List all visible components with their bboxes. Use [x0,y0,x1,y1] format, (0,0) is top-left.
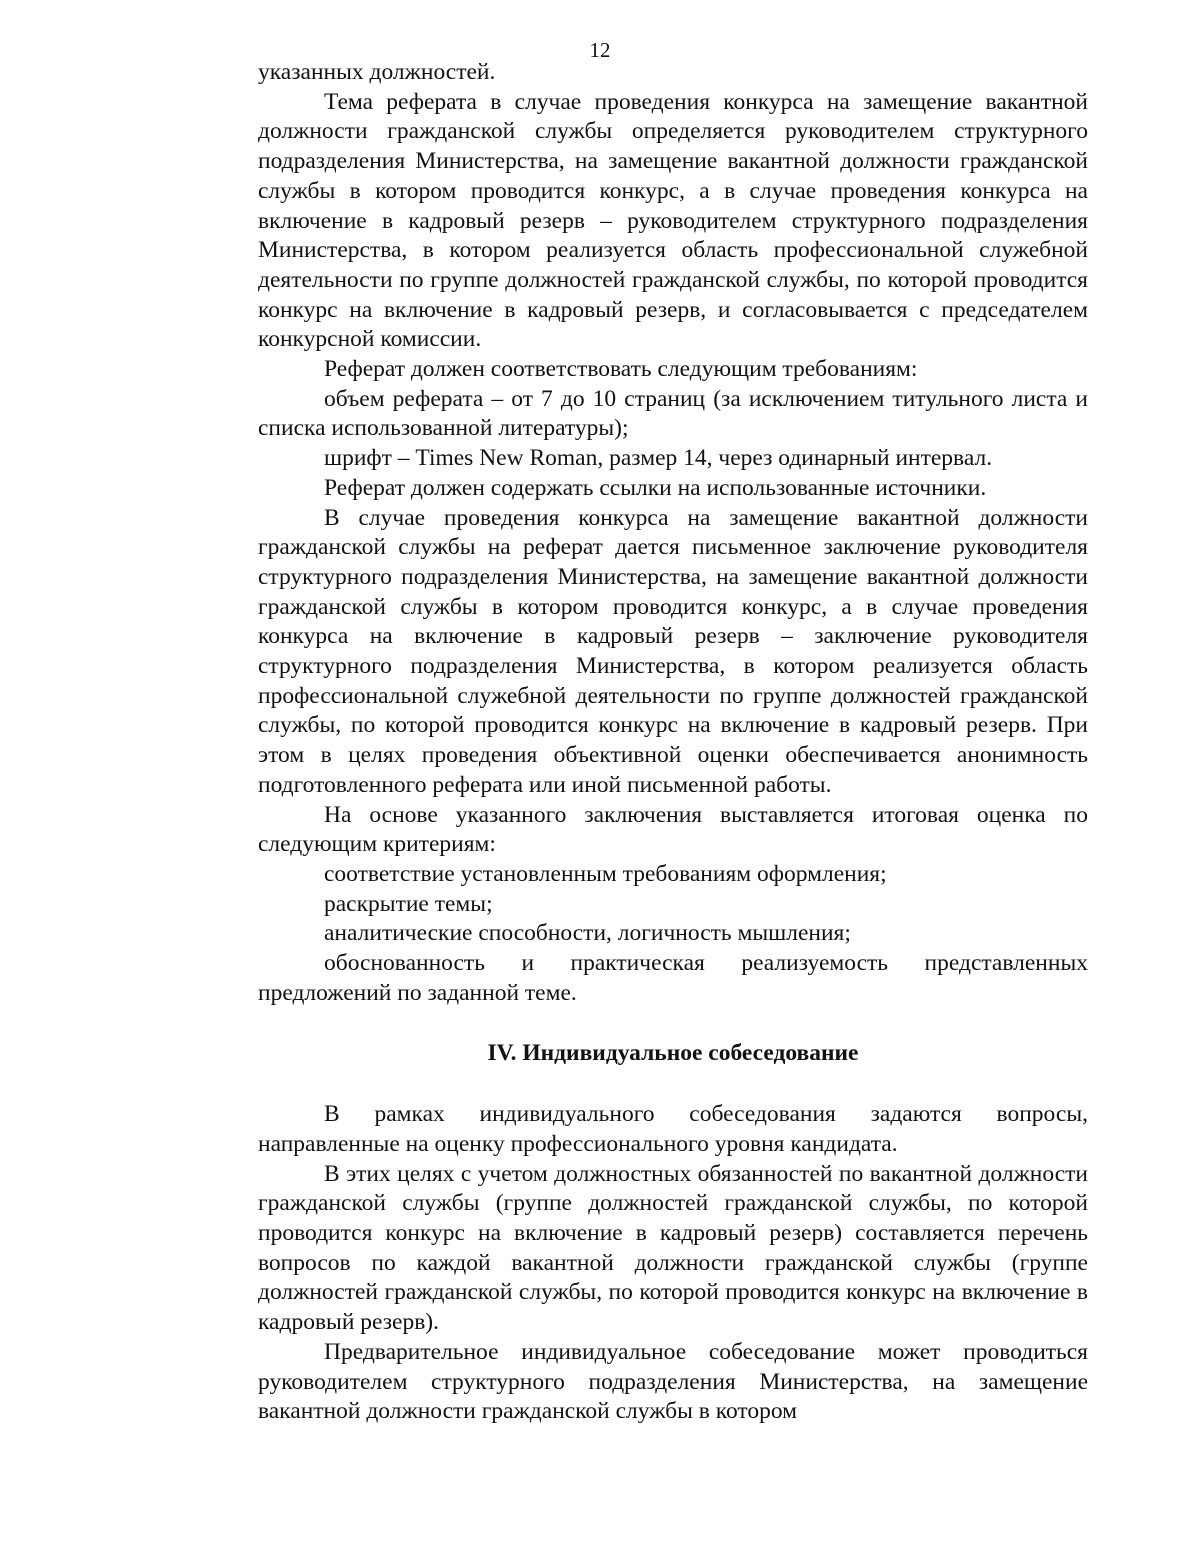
paragraph-requirements-intro: Реферат должен соответствовать следующим требованиям: [324,356,918,383]
paragraph-question-list: В этих целях с учетом должностных обязанностей по вакантной должности гражданской службы (группе должностей гражданской службы, по которой проводится конкурс на включение в кадровый резерв) составляется перечень вопросов по каждой вакантной должности гражданской службы (группе должностей гражданской службы, по которой проводится конкурс на включение в кадровый резерв). [258,1160,1088,1336]
page-number: 12 [589,38,611,62]
paragraph-written-conclusion: В случае проведения конкурса на замещение вакантной должности гражданской службы на реферат дается письменное заключение руководителя структурного подразделения Министерства, на замещение вакантной должности гражданской службы в котором проводится конкурс, а в случае проведения конкурса на включение в кадровый резерв – заключение руководителя структурного подразделения Министерства, в котором реализуется область профессиональной служебной деятельности по группе должностей гражданской службы, по которой проводится конкурс на включение в кадровый резерв. При этом в целях проведения объективной оценки обеспечивается анонимность подготовленного реферата или иной письменной работы. [258,504,1088,798]
paragraph-criteria-intro: На основе указанного заключения выставляется итоговая оценка по следующим критериям: [258,801,1088,858]
paragraph-criterion-formatting: соответствие установленным требованиям оформления; [324,860,887,887]
paragraph-requirement-font: шрифт – Times New Roman, размер 14, через одинарный интервал. [324,445,993,472]
paragraph-criterion-feasibility: обоснованность и практическая реализуемость представленных предложений по заданной теме. [258,950,1088,1006]
paragraph-criterion-topic: раскрытие темы; [324,890,493,917]
paragraph-continuation: указанных должностей. [258,59,496,85]
paragraph-requirement-references: Реферат должен содержать ссылки на использованные источники. [324,474,987,501]
section-heading: IV. Индивидуальное собеседование [487,1039,859,1066]
paragraph-interview-questions: В рамках индивидуального собеседования задаются вопросы, направленные на оценку профессионального уровня кандидата. [258,1101,1088,1157]
document-body [258,58,1088,1427]
paragraph-criterion-analytics: аналитические способности, логичность мышления; [324,920,851,947]
paragraph-preliminary-interview: Предварительное индивидуальное собеседование может проводиться руководителем структурного подразделения Министерства, на замещение вакантной должности гражданской службы в котором [258,1338,1088,1425]
paragraph-requirement-volume: объем реферата – от 7 до 10 страниц (за исключением титульного листа и списка использованной литературы); [258,385,1088,442]
paragraph-essay-topic: Тема реферата в случае проведения конкурса на замещение вакантной должности гражданской службы определяется руководителем структурного подразделения Министерства, на замещение вакантной должности гражданской службы в котором проводится конкурс, а в случае проведения конкурса на включение в кадровый резерв – руководителем структурного подразделения Министерства, в котором реализуется область профессиональной служебной деятельности по группе должностей гражданской службы, по которой проводится конкурс на включение в кадровый резерв, и согласовывается с председателем конкурсной комиссии. [258,88,1088,353]
